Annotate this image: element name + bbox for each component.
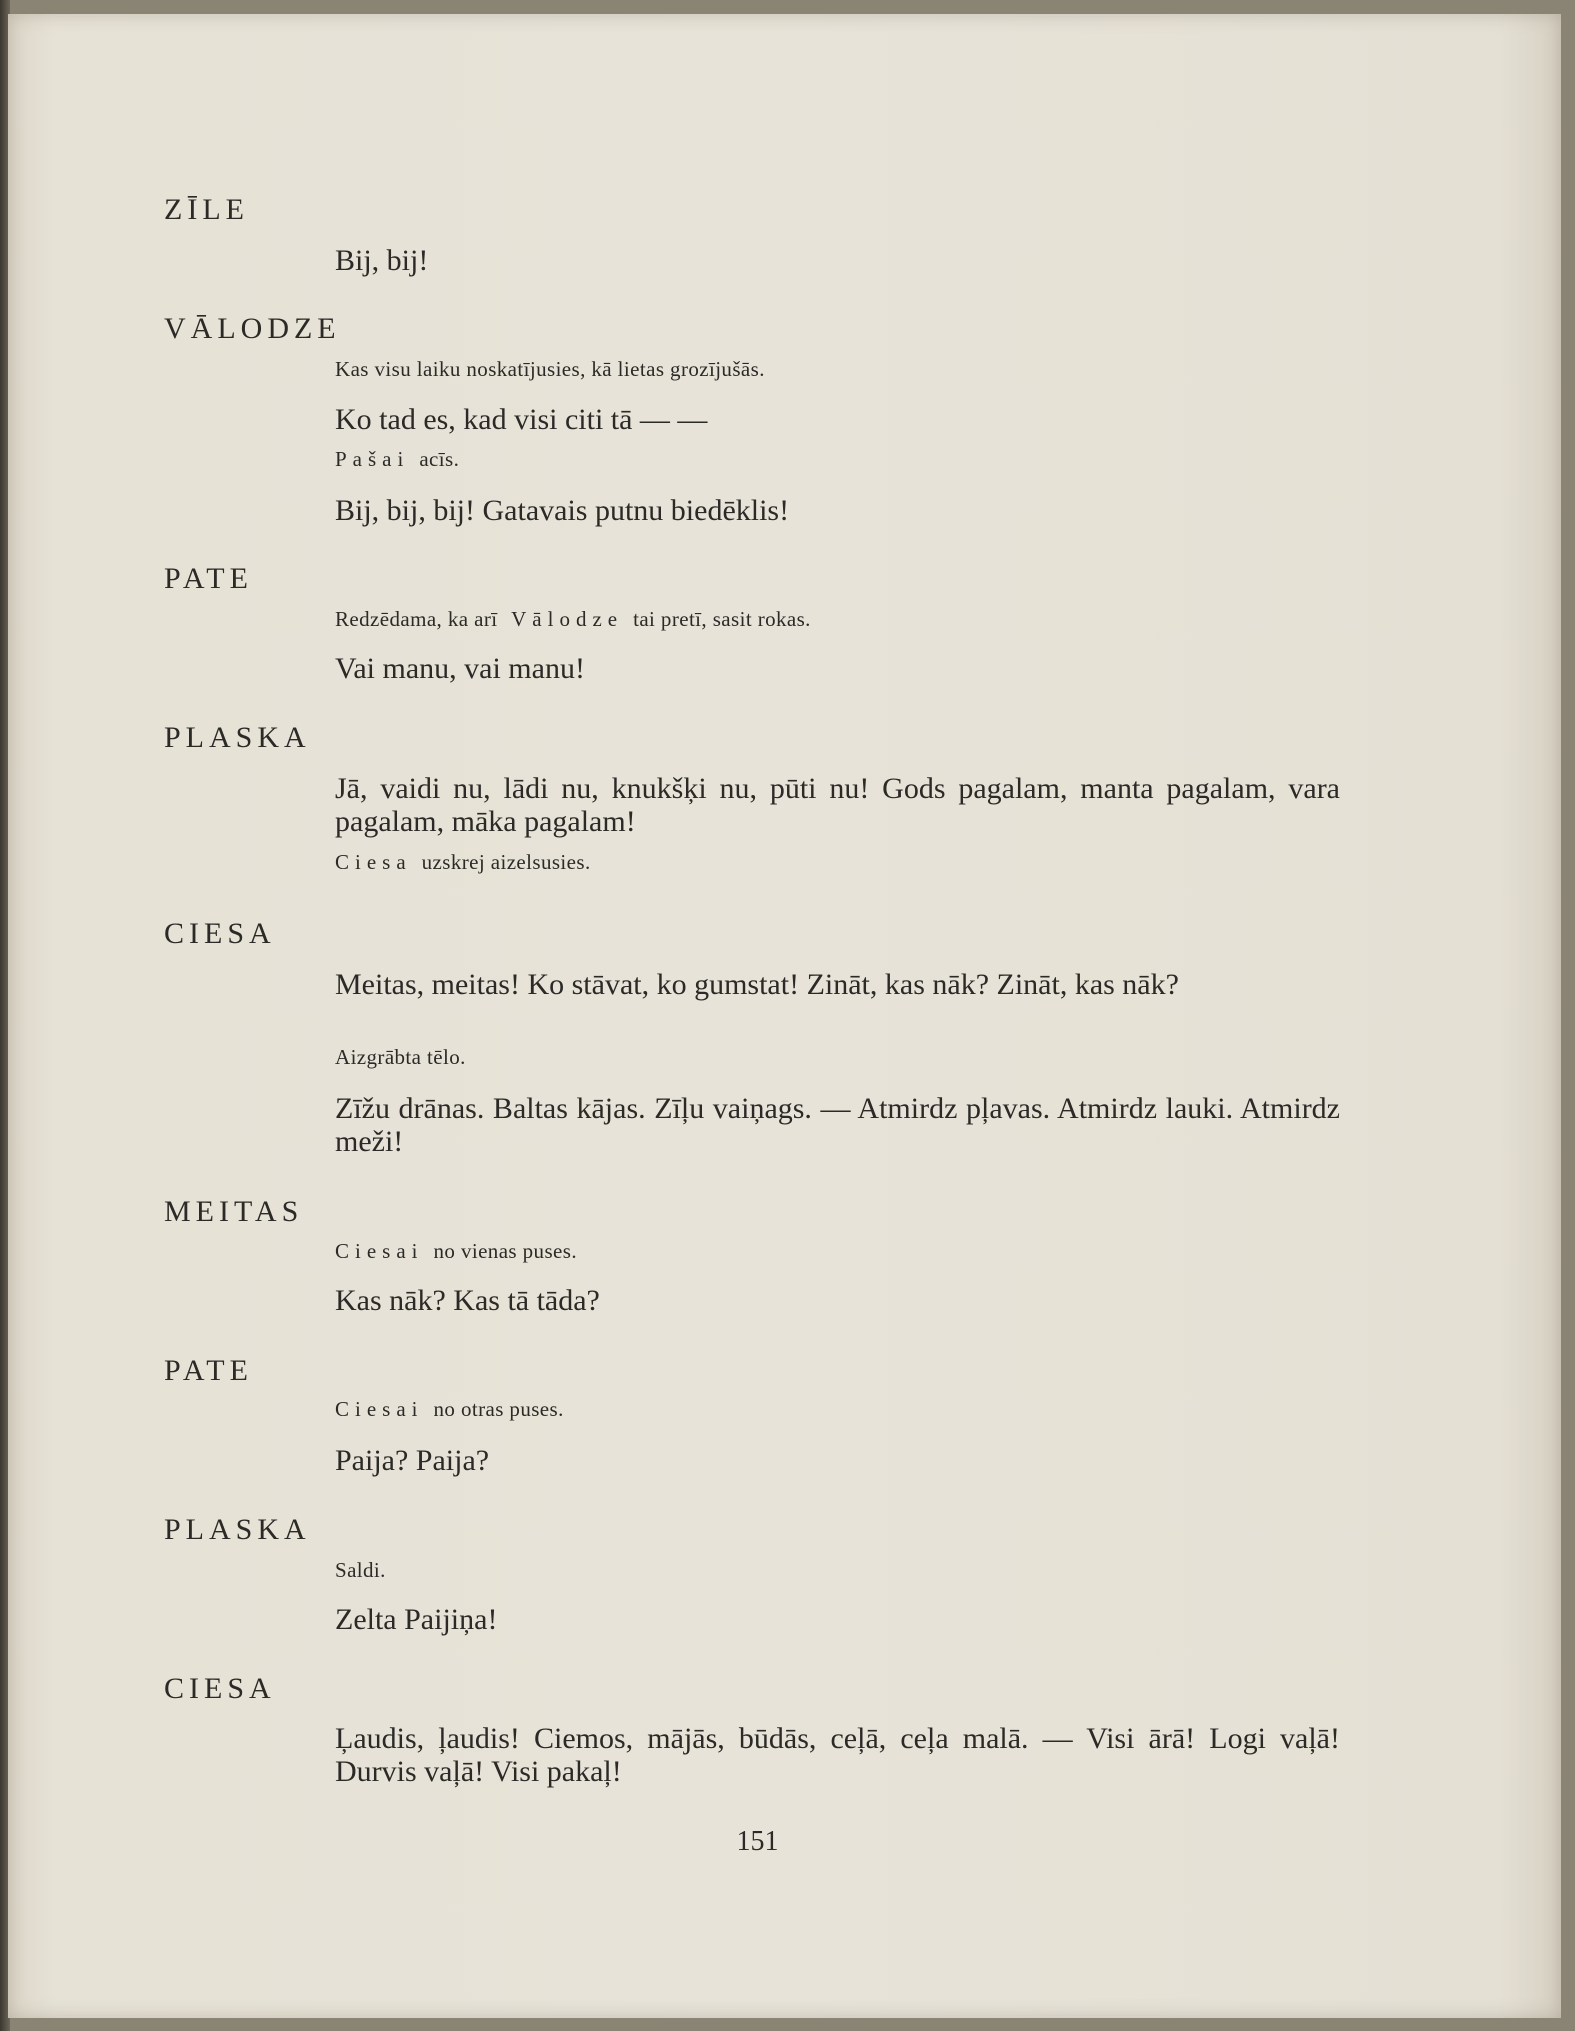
dialogue-line: Bij, bij, bij! Gatavais putnu biedēklis! — [335, 494, 790, 527]
dialogue-line: Ko tad es, kad visi citi tā — — — [335, 403, 708, 436]
speaker-name: PLASKA — [164, 1513, 311, 1546]
stage-text: uzskrej aizelsusies. — [421, 850, 591, 874]
stage-character-name: Pašai — [335, 447, 410, 471]
stage-text: no otras puses. — [433, 1397, 564, 1421]
stage-direction: Kas visu laiku noskatījusies, kā lietas grozījušās. — [335, 357, 765, 381]
dialogue-line: Bij, bij! — [335, 244, 429, 277]
stage-character-name: Ciesa — [335, 850, 412, 874]
stage-direction — [335, 1396, 564, 1422]
stage-direction — [335, 1238, 577, 1264]
speaker-name: ZĪLE — [164, 193, 249, 226]
dialogue-line: Paija? Paija? — [335, 1444, 490, 1477]
stage-text: Redzēdama, ka arī — [335, 607, 498, 631]
dialogue-line: Meitas, meitas! Ko stāvat, ko gumstat! Zināt, kas nāk? Zināt, kas nāk? — [335, 968, 1179, 1001]
stage-direction: Aizgrābta tēlo. — [335, 1045, 466, 1069]
speaker-name: CIESA — [164, 1672, 276, 1705]
dialogue-line: Zelta Paijiņa! — [335, 1603, 498, 1636]
speaker-name: PLASKA — [164, 721, 311, 754]
dialogue-line: Kas nāk? Kas tā tāda? — [335, 1284, 600, 1317]
stage-direction — [335, 849, 591, 875]
stage-character-name: Ciesai — [335, 1397, 424, 1421]
page-number: 151 — [736, 1826, 779, 1857]
speaker-name: PATE — [164, 1354, 253, 1387]
speaker-name: PATE — [164, 562, 253, 595]
dialogue-line: Ļaudis, ļaudis! Ciemos, mājās, būdās, ceļā, ceļa malā. — Visi ārā! Logi vaļā! Durvis vaļā! Visi pakaļ! — [335, 1722, 1340, 1788]
stage-direction — [335, 446, 459, 472]
speaker-name: CIESA — [164, 917, 276, 950]
stage-character-name: Vālodze — [511, 607, 624, 631]
speaker-name: MEITAS — [164, 1195, 304, 1228]
stage-text: tai pretī, sasit rokas. — [633, 607, 811, 631]
stage-direction: Saldi. — [335, 1558, 386, 1582]
dialogue-line: Vai manu, vai manu! — [335, 652, 585, 685]
stage-text: acīs. — [419, 447, 460, 471]
speaker-name: VĀLODZE — [164, 312, 341, 345]
dialogue-line: Jā, vaidi nu, lādi nu, knukšķi nu, pūti nu! Gods pagalam, manta pagalam, vara pagalam, māka pagalam! — [335, 772, 1340, 838]
stage-direction — [335, 606, 811, 632]
stage-text: no vienas puses. — [433, 1239, 577, 1263]
dialogue-line: Zīžu drānas. Baltas kājas. Zīļu vaiņags. — Atmirdz pļavas. Atmirdz lauki. Atmirdz meži! — [335, 1092, 1340, 1158]
stage-character-name: Ciesai — [335, 1239, 424, 1263]
